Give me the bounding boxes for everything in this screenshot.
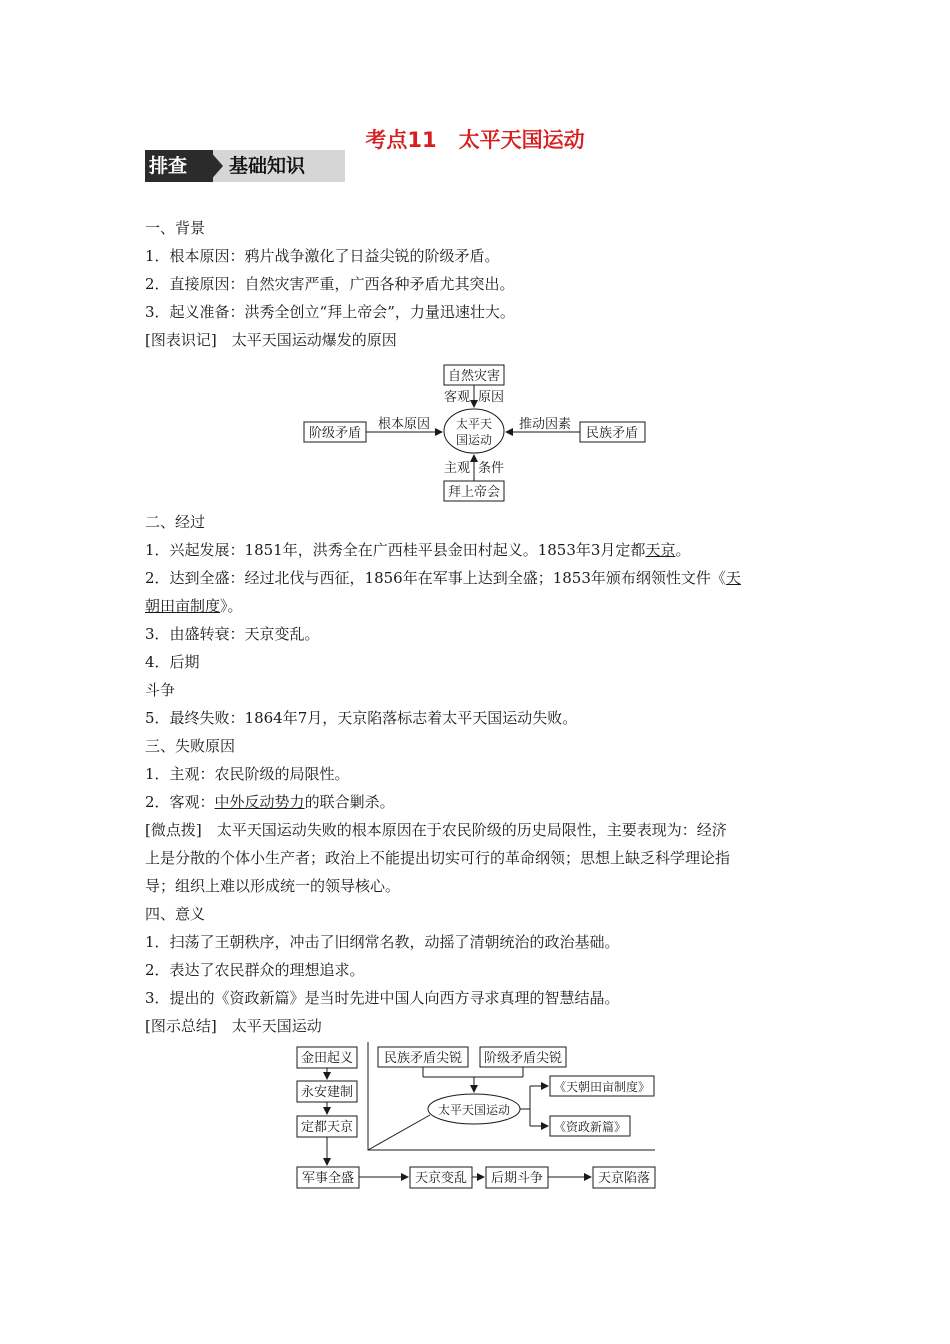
- doc-land-system-label: 《天朝田亩制度》: [553, 1080, 651, 1094]
- failure-item-2: 2．客观：中外反动势力的联合剿杀。: [145, 793, 395, 811]
- trend-line: [368, 1115, 430, 1150]
- stage-capital-label: 定都天京: [300, 1120, 354, 1135]
- stage-late-label: 后期斗争: [490, 1171, 544, 1186]
- cause-class-label: 阶级矛盾尖锐: [483, 1051, 563, 1066]
- process-item-5: 5．最终失败：1864年7月，天京陷落标志着太平天国运动失败。: [145, 709, 578, 727]
- heading-process: 二、经过: [145, 513, 206, 531]
- background-item-2: 2．直接原因：自然灾害严重，广西各种矛盾尤其突出。: [145, 275, 515, 293]
- significance-item-3: 3．提出的《资政新篇》是当时先进中国人向西方寻求真理的智慧结晶。: [145, 989, 620, 1007]
- causes-chart-caption: [图表识记] 太平天国运动爆发的原因: [145, 331, 397, 349]
- stage-fall-label: 天京陷落: [597, 1171, 651, 1186]
- stage-incident-label: 天京变乱: [414, 1171, 468, 1186]
- tip-line-3: 导；组织上难以形成统一的领导核心。: [145, 877, 401, 895]
- process-item-2-cont: 朝田亩制度》。: [145, 597, 243, 615]
- banner-tag: 排查: [145, 150, 213, 182]
- title-topic: 太平天国运动: [458, 128, 585, 152]
- stage-yongan-label: 永安建制: [300, 1085, 354, 1100]
- objective-label: 客观: [443, 390, 470, 405]
- tianjing-underlined: 天京: [645, 541, 676, 559]
- center-line-2: 国运动: [455, 433, 493, 447]
- root-cause-label: 根本原因: [377, 417, 431, 432]
- reason-label: 原因: [478, 390, 505, 405]
- background-item-3: 3．起义准备：洪秀全创立“拜上帝会”，力量迅速壮大。: [145, 303, 515, 321]
- tip-line-2: 上是分散的个体小生产者；政治上不能提出切实可行的革命纲领；思想上缺乏科学理论指: [145, 849, 731, 867]
- significance-item-2: 2．表达了农民群众的理想追求。: [145, 961, 365, 979]
- god-society-label: 拜上帝会: [447, 485, 501, 500]
- tip-line-1: [微点拨] 太平天国运动失败的根本原因在于农民阶级的历史局限性，主要表现为：经济: [145, 821, 727, 839]
- heading-significance: 四、意义: [145, 905, 206, 923]
- banner-text: 基础知识: [229, 155, 306, 177]
- title-number: 考点11: [365, 128, 437, 152]
- natural-disaster-label: 自然灾害: [447, 369, 501, 384]
- class-conflict-label: 阶级矛盾: [308, 426, 362, 441]
- process-item-1: 1．兴起发展：1851年，洪秀全在广西桂平县金田村起义。1853年3月定都天京。: [145, 541, 691, 559]
- process-item-4: 4．后期: [145, 653, 200, 671]
- condition-label: 条件: [478, 461, 505, 476]
- ethnic-conflict-label: 民族矛盾: [585, 426, 639, 441]
- stage-peak-label: 军事全盛: [301, 1171, 355, 1186]
- summary-chart-caption: [图示总结] 太平天国运动: [145, 1017, 322, 1035]
- subjective-label: 主观: [443, 461, 470, 476]
- process-item-4-cont: 斗争: [145, 681, 176, 699]
- driving-factor-label: 推动因素: [518, 417, 572, 432]
- failure-item-1: 1．主观：农民阶级的局限性。: [145, 765, 350, 783]
- cause-ethnic-label: 民族矛盾尖锐: [383, 1051, 463, 1066]
- center-line-1: 太平天: [455, 417, 493, 431]
- stage-jintian-label: 金田起义: [300, 1051, 354, 1066]
- process-item-2: 2．达到全盛：经过北伐与西征，1856年在军事上达到全盛；1853年颁布纲领性文件《天: [145, 569, 741, 587]
- reactionary-forces-underlined: 中外反动势力: [214, 793, 305, 811]
- significance-item-1: 1．扫荡了王朝秩序，冲击了旧纲常名教，动摇了清朝统治的政治基础。: [145, 933, 620, 951]
- heading-failure: 三、失败原因: [145, 737, 236, 755]
- doc-new-treatise-label: 《资政新篇》: [553, 1120, 627, 1134]
- process-item-3: 3．由盛转衰：天京变乱。: [145, 625, 320, 643]
- heading-background: 一、背景: [145, 219, 206, 237]
- background-item-1: 1．根本原因：鸦片战争激化了日益尖锐的阶级矛盾。: [145, 247, 500, 265]
- summary-center-label: 太平天国运动: [437, 1103, 511, 1117]
